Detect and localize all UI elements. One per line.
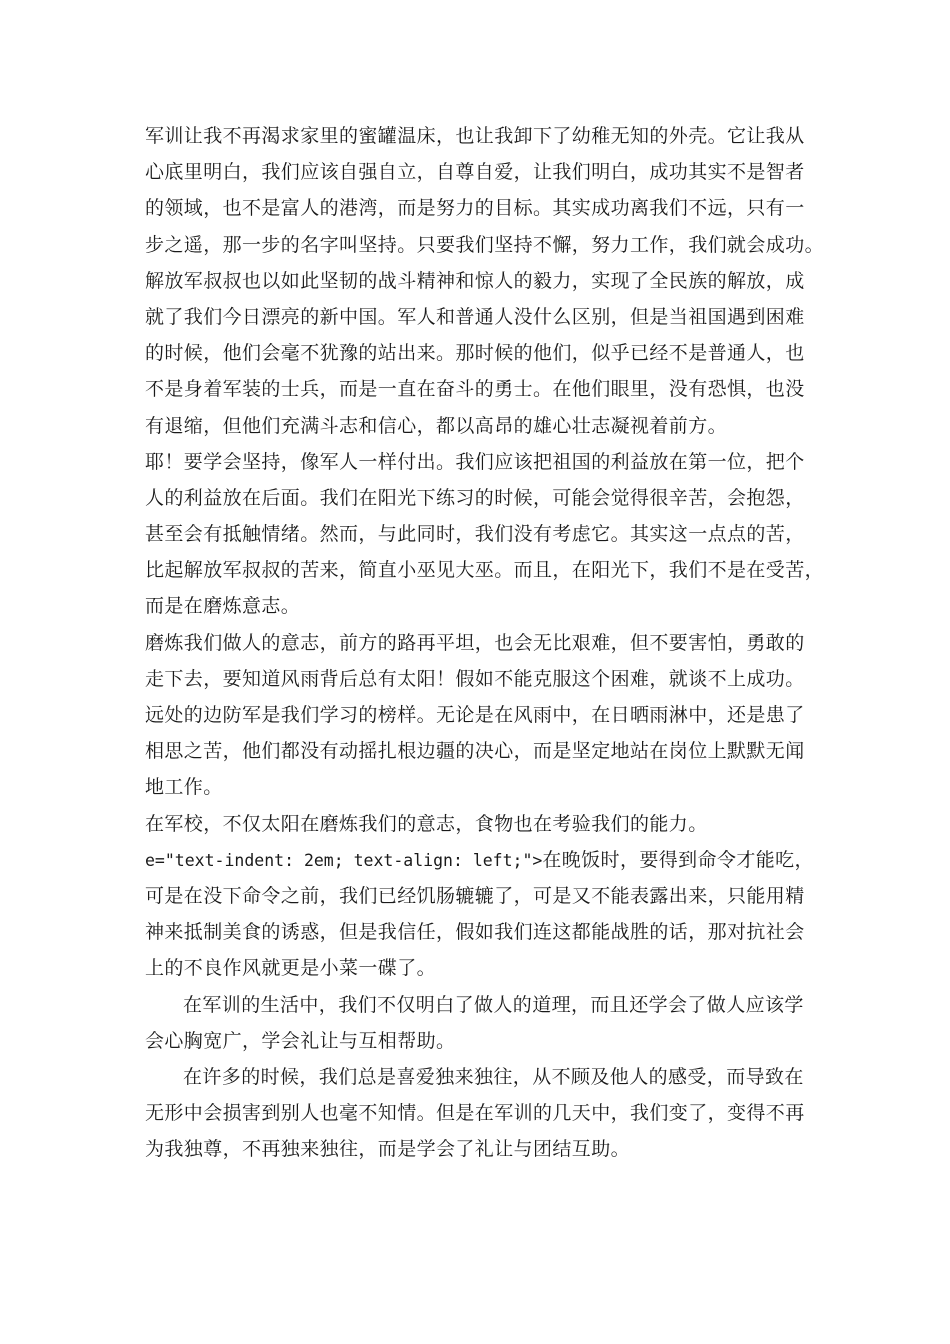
text-line: 无形中会损害到别人也毫不知情。但是在军训的几天中，我们变了，变得不再 [145, 1102, 805, 1125]
text-line: 甚至会有抵触情绪。然而，与此同时，我们没有考虑它。其实这一点点的苦， [145, 523, 805, 546]
text-line: 上的不良作风就更是小菜一碟了。 [145, 957, 437, 980]
text-line: 会心胸宽广，学会礼让与互相帮助。 [145, 1029, 456, 1052]
text-line: 在军校，不仅太阳在磨炼我们的意志，食物也在考验我们的能力。 [145, 812, 708, 835]
text-line: 人的利益放在后面。我们在阳光下练习的时候，可能会觉得很辛苦，会抱怨， [145, 486, 805, 509]
text-line: 比起解放军叔叔的苦来，简直小巫见大巫。而且，在阳光下，我们不是在受苦， [145, 559, 825, 582]
stray-html-fragment: e="text-indent: 2em; text-align: left;"> [145, 850, 543, 870]
text-line: 而是在磨炼意志。 [145, 595, 301, 618]
text-line: 神来抵制美食的诱惑，但是我信任，假如我们连这都能战胜的话，那对抗社会 [145, 921, 805, 944]
text-line: 可是在没下命令之前，我们已经饥肠辘辘了，可是又不能表露出来，只能用精 [145, 884, 805, 907]
text-line: 走下去，要知道风雨背后总有太阳！假如不能克服这个困难，就谈不上成功。 [145, 667, 805, 690]
text-line: 远处的边防军是我们学习的榜样。无论是在风雨中，在日晒雨淋中，还是患了 [145, 704, 805, 726]
text-line: 为我独尊，不再独来独往，而是学会了礼让与团结互助。 [145, 1138, 631, 1161]
text-line-with-stray-markup [145, 842, 825, 878]
indented-text-line: 在许多的时候，我们总是喜爱独来独往，从不顾及他人的感受，而导致在 [183, 1065, 804, 1088]
text-line: 相思之苦，他们都没有动摇扎根边疆的决心，而是坚定地站在岗位上默默无闻 [145, 740, 805, 763]
document-body [145, 118, 825, 1167]
text-line: 的时候，他们会毫不犹豫的站出来。那时候的他们，似乎已经不是普通人，也 [145, 342, 805, 365]
text-line: 磨炼我们做人的意志，前方的路再平坦，也会无比艰难，但不要害怕，勇敢的 [145, 631, 805, 654]
text-line: 军训让我不再渴求家里的蜜罐温床，也让我卸下了幼稚无知的外壳。它让我从 [145, 125, 805, 147]
text-line: 解放军叔叔也以如此坚韧的战斗精神和惊人的毅力，实现了全民族的解放，成 [145, 269, 805, 292]
indented-text-line: 在军训的生活中，我们不仅明白了做人的道理，而且还学会了做人应该学 [183, 993, 804, 1016]
text-line: 步之遥，那一步的名字叫坚持。只要我们坚持不懈，努力工作，我们就会成功。 [145, 233, 825, 256]
text-line: 就了我们今日漂亮的新中国。军人和普通人没什么区别，但是当祖国遇到困难 [145, 305, 805, 328]
text-line: 不是身着军装的士兵，而是一直在奋斗的勇士。在他们眼里，没有恐惧，也没 [145, 378, 805, 401]
text-line: 有退缩，但他们充满斗志和信心，都以高昂的雄心壮志凝视着前方。 [145, 414, 728, 437]
text-line: 耶！要学会坚持，像军人一样付出。我们应该把祖国的利益放在第一位，把个 [145, 450, 805, 473]
text-line: 的领域，也不是富人的港湾，而是努力的目标。其实成功离我们不远，只有一 [145, 197, 805, 220]
text-fragment: 在晚饭时，要得到命令才能吃， [542, 848, 814, 871]
text-line: 地工作。 [145, 776, 223, 799]
text-line: 心底里明白，我们应该自强自立，自尊自爱，让我们明白，成功其实不是智者 [145, 161, 805, 184]
